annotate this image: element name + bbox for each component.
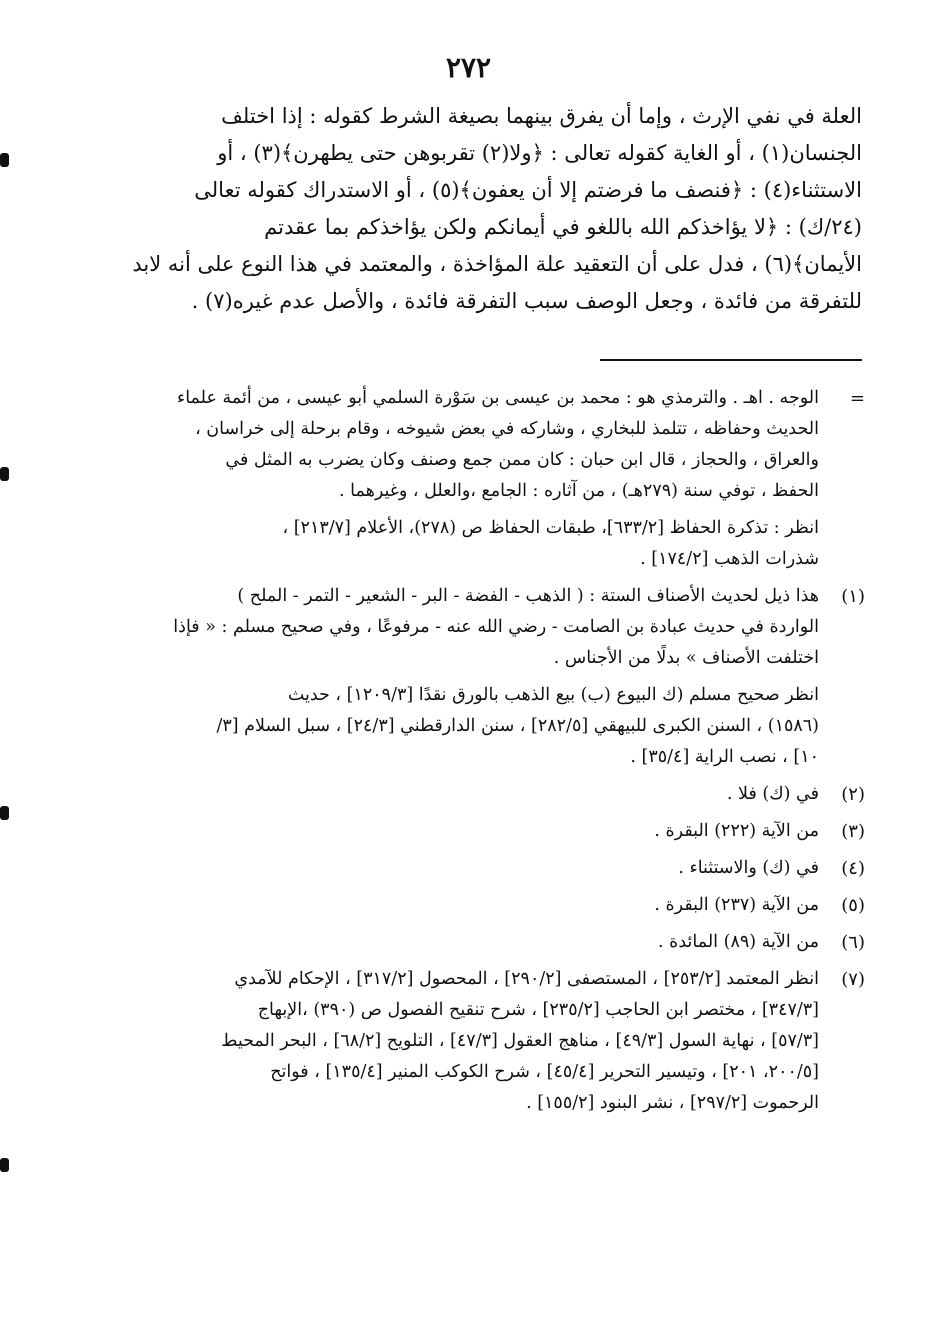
footnote-line: الحفظ ، توفي سنة (٢٧٩هـ) ، من آثاره : الجامع ،والعلل ، وغيرهما . [339,481,819,501]
footnote-line: من الآية (٢٣٧) البقرة . [654,895,819,915]
footnote-line: [٣٤٧/٣] ، مختصر ابن الحاجب [٢٣٥/٢] ، شرح تنقيح الفصول ص (٣٩٠) ،الإبهاج [257,1000,819,1020]
footnote-1-references [95,680,865,773]
footnote-line: انظر : تذكرة الحفاظ [٦٣٣/٢]، طبقات الحفاظ ص (٢٧٨)، الأعلام [٢١٣/٧] ، [282,518,819,538]
footnote-mark: (٤) [841,858,865,879]
footnote-body [95,927,819,958]
footnote-mark: (١) [841,586,865,607]
footnote-7 [95,964,865,1119]
footnote-5 [95,890,865,921]
footnote-mark: (٦) [841,932,865,953]
footnote-line: الواردة في حديث عبادة بن الصامت - رضي الله عنه - مرفوعًا ، وفي صحيح مسلم : « فإذا [173,617,819,637]
footnote-line: الوجه . اهـ . والترمذي هو : محمد بن عيسى بن سَوْرة السلمي أبو عيسى ، من أئمة علماء [177,388,819,408]
footnote-mark [819,680,865,773]
footnote-line: اختلفت الأصناف » بدلًا من الأجناس . [553,648,819,668]
page-number: ٢٧٢ [445,51,492,84]
main-text-line: الجنسان(١) ، أو الغاية كقوله تعالى : ﴿ولا(٢) تقربوهن حتى يطهرن﴾(٣) ، أو [217,141,862,165]
footnote-body [95,964,819,1119]
footnote-4 [95,853,865,884]
scan-edge-mark [0,1158,9,1172]
footnote-line: من الآية (٢٢٢) البقرة . [654,821,819,841]
footnote-line: الرحموت [٢٩٧/٢] ، نشر البنود [١٥٥/٢] . [526,1093,819,1113]
main-text-line: للتفرقة من فائدة ، وجعل الوصف سبب التفرقة فائدة ، والأصل عدم غيره(٧) . [191,289,862,313]
footnotes [95,383,865,1125]
scan-edge-mark [0,153,9,167]
footnote-3 [95,816,865,847]
footnote-line: الحديث وحفاظه ، تتلمذ للبخاري ، وشاركه في بعض شيوخه ، وقام برحلة إلى خراسان ، [195,419,819,439]
footnote-body [95,383,819,507]
footnote-line: انظر المعتمد [٢٥٣/٢] ، المستصفى [٢٩٠/٢] ، المحصول [٣١٧/٢] ، الإحكام للآمدي [234,969,819,989]
footnote-line: هذا ذيل لحديث الأصناف الستة : ( الذهب - الفضة - البر - الشعير - التمر - الملح ) [237,586,819,606]
footnote-line: شذرات الذهب [١٧٤/٢] . [640,549,819,569]
footnote-mark: (٣) [841,821,865,842]
scan-edge-mark [0,467,9,481]
footnote-line: ١٠] ، نصب الراية [٣٥/٤] . [630,747,819,767]
footnote-mark: (٢) [841,784,865,805]
footnote-references [95,513,865,575]
footnote-line: في (ك) والاستثناء . [678,858,819,878]
footnote-line: [٢٠٠/٥، ٢٠١] ، وتيسير التحرير [٤٥/٤] ، شرح الكوكب المنير [١٣٥/٤] ، فواتح [270,1062,819,1082]
footnote-line: في (ك) فلا . [726,784,819,804]
footnote-line: والعراق ، والحجاز ، قال ابن حبان : كان ممن جمع وصنف وكان يضرب به المثل في [225,450,819,470]
main-text-line: العلة في نفي الإرث ، وإما أن يفرق بينهما بصيغة الشرط كقوله : إذا اختلف [221,104,862,128]
footnote-mark: (٧) [841,969,865,990]
footnote-2 [95,779,865,810]
footnote-body [95,853,819,884]
footnote-line: [٥٧/٣] ، نهاية السول [٤٩/٣] ، مناهج العقول [٤٧/٣] ، التلويح [٦٨/٢] ، البحر المحيط [221,1031,819,1051]
footnote-body [95,680,819,773]
footnote-body [95,581,819,674]
scan-edge-mark [0,806,9,820]
footnote-body [95,779,819,810]
footnote-body [95,890,819,921]
main-text-line: الأيمان﴾(٦) ، فدل على أن التعقيد علة المؤاخذة ، والمعتمد في هذا النوع على أنه لابد [132,252,862,276]
footnote-6 [95,927,865,958]
main-text [95,98,862,320]
main-text-line: الاستثناء(٤) : ﴿فنصف ما فرضتم إلا أن يعفون﴾(٥) ، أو الاستدراك كقوله تعالى [194,178,862,202]
footnote-body [95,513,819,575]
footnote-mark: = [849,388,865,409]
footnote-continued [95,383,865,507]
footnote-mark: (٥) [841,895,865,916]
footnote-line: انظر صحيح مسلم (ك البيوع (ب) بيع الذهب بالورق نقدًا [١٢٠٩/٣] ، حديث [287,685,819,705]
footnote-body [95,816,819,847]
footnote-separator [600,359,862,361]
footnote-line: من الآية (٨٩) المائدة . [658,932,819,952]
footnote-line: (١٥٨٦) ، السنن الكبرى للبيهقي [٢٨٢/٥] ، سنن الدارقطني [٢٤/٣] ، سبل السلام [٣/ [216,716,819,736]
main-text-line: (٢٤/ك) : ﴿لا يؤاخذكم الله باللغو في أيمانكم ولكن يؤاخذكم بما عقدتم [264,215,862,239]
footnote-mark [819,513,865,575]
footnote-1 [95,581,865,674]
